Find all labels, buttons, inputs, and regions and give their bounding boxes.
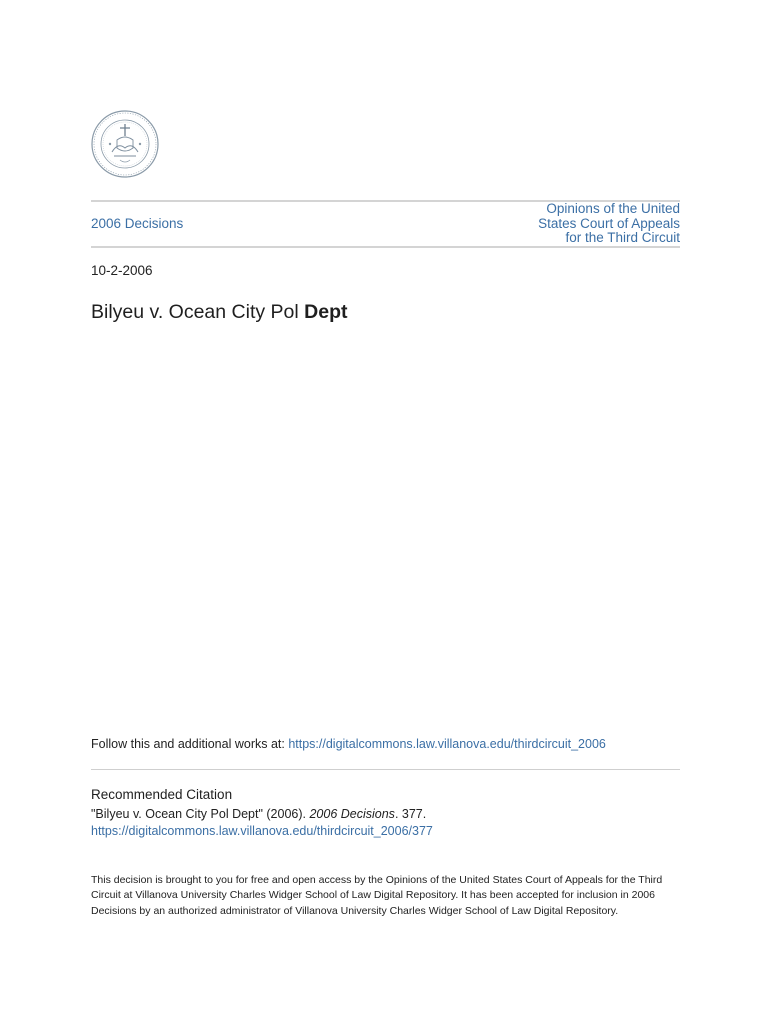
decision-date: 10-2-2006 <box>91 263 153 278</box>
follow-prefix: Follow this and additional works at: <box>91 737 289 751</box>
recommended-citation-heading: Recommended Citation <box>91 787 233 802</box>
series-link-2006-decisions[interactable]: 2006 Decisions <box>91 216 184 231</box>
collection-link-third-circuit[interactable] <box>450 202 680 246</box>
university-seal-icon <box>90 108 160 180</box>
follow-line <box>91 737 606 752</box>
citation-url-line <box>91 824 433 839</box>
title-main: Bilyeu v. Ocean City Pol <box>91 301 305 323</box>
collection-line-2: States Court of Appeals <box>538 215 680 231</box>
citation-text-after: . 377. <box>394 807 427 821</box>
citation-url-link[interactable]: https://digitalcommons.law.villanova.edu/thirdcircuit_2006/377 <box>91 824 433 838</box>
access-notice: This decision is brought to you for free and open access by the Opinions of the United States Court of Appeals for the Third Circuit at Villanova University Charles Widger School of Law Digital Repository. It has been accepted for inclusion in 2006 Decisions by an authorized administrator of Villanova University Charles Widger School of Law Digital Repository. <box>91 874 663 917</box>
citation-text-before: "Bilyeu v. Ocean City Pol Dept" (2006). <box>91 807 310 821</box>
header-bottom-rule <box>91 246 680 248</box>
collection-line-1: Opinions of the United <box>546 201 680 216</box>
citation-divider <box>91 769 680 770</box>
follow-url-link[interactable]: https://digitalcommons.law.villanova.edu/thirdcircuit_2006 <box>288 737 606 751</box>
collection-line-3: for the Third Circuit <box>565 230 680 245</box>
title-bold: Dept <box>304 301 348 323</box>
citation-text <box>91 807 426 822</box>
citation-italic: 2006 Decisions <box>309 807 395 821</box>
document-title <box>91 300 347 324</box>
